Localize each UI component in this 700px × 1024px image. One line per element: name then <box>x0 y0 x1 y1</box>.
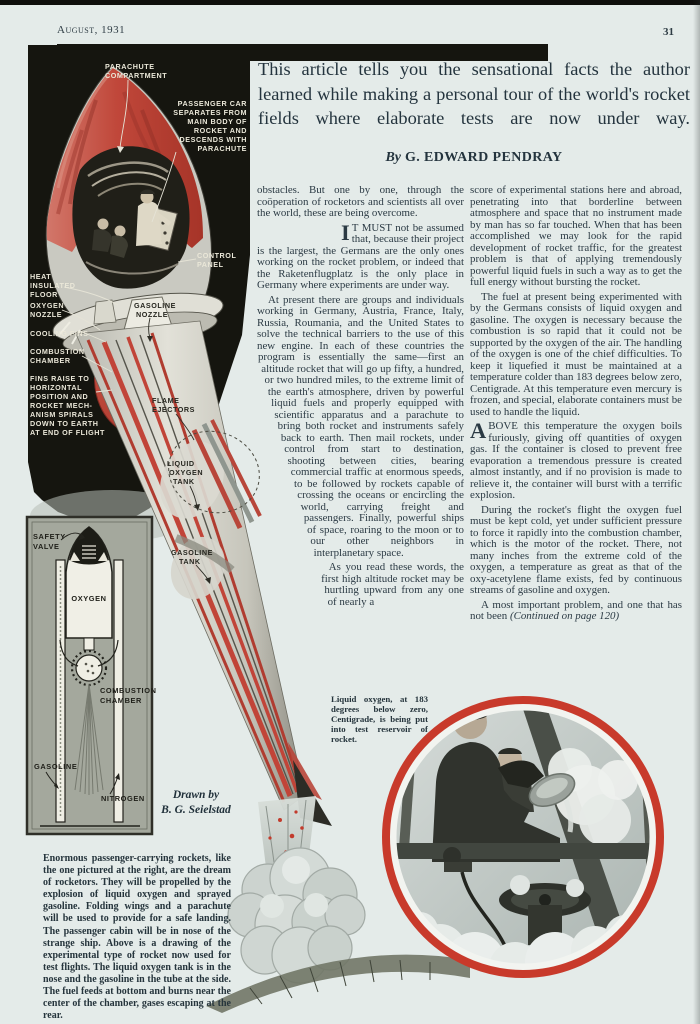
svg-text:CHAMBER: CHAMBER <box>100 696 142 705</box>
label-inset-combustion-chamber: COMBUSTION <box>100 686 157 695</box>
byline-by: By <box>385 150 402 165</box>
svg-text:ROCKET AND: ROCKET AND <box>193 126 247 135</box>
label-oxygen: OXYGEN <box>71 594 107 603</box>
svg-text:ANISM SPIRALS: ANISM SPIRALS <box>30 410 94 419</box>
svg-text:EJECTORS: EJECTORS <box>152 405 196 414</box>
article-deck: This article tells you the sensational facts the author learned while making a personal tour of the world's rocket fields where elaborate tests are now under way. <box>258 59 690 128</box>
label-control-panel: CONTROL <box>197 251 237 260</box>
label-gasoline-tank: GASOLINE <box>171 548 213 557</box>
svg-text:SEPARATES FROM: SEPARATES FROM <box>173 108 247 117</box>
svg-text:OXYGEN: OXYGEN <box>169 468 204 477</box>
paragraph: I T MUST not be assumed that, because their project is the largest, the Germans are the only ones working on the rocket problem, or indeed that the Raketenflugplatz is the only place in Germany where experiments are under way. <box>257 219 464 291</box>
label-fins-raise: FINS RAISE TO <box>30 374 90 383</box>
experimental-rocket-inset <box>27 517 157 834</box>
svg-text:PANEL: PANEL <box>197 260 224 269</box>
label-combustion-chamber: COMBUSTION <box>30 347 85 356</box>
paragraph: During the rocket's flight the oxygen fuel must be kept cold, yet under sufficient pressure to force it rapidly into the combustion chamber, which is the motor of the rocket. There, not many inches from the extreme cold of the oxygen, a temperature as great as that of the oxy-acetylene flame exists, fed by continuous streams of gasoline and oxygen. <box>470 503 682 596</box>
svg-text:ROCKET MECH-: ROCKET MECH- <box>30 401 93 410</box>
label-heat-insulated-floor: HEAT <box>30 272 52 281</box>
svg-text:VALVE: VALVE <box>33 542 60 551</box>
label-cooling-fins: COOLING FINS <box>30 329 89 338</box>
byline-author: G. EDWARD PENDRAY <box>404 150 563 165</box>
svg-text:TANK: TANK <box>173 477 195 486</box>
issue-date: August, 1931 <box>57 24 126 36</box>
svg-text:TANK: TANK <box>179 557 201 566</box>
paragraph: At present there are groups and individuals working in Germany, Austria, France, Italy, Russia, Roumania, and the United States to solve the technical barriers to the use of this new engine. In each of these countries the program is essentially the same—first an altitude rocket that will go up fifty, a hundred, or two hundred miles, to the extreme limit of the earth's atmosphere, driven by powerful liquid fuels and properly equipped with scientific apparatus and a parachute to bring both rocket and instruments safely back to earth. Then mail rockets, under control from start to destination, shooting between cities, bearing commercial traffic at enormous speeds, to be followed by rockets capable of crossing the oceans or encircling the world, carrying freight and passengers. Finally, powerful ships of space, roaring to the moon or to our other neighbors in interplanetary space. <box>257 293 464 559</box>
svg-text:PARACHUTE: PARACHUTE <box>197 144 247 153</box>
label-nitrogen: NITROGEN <box>101 794 145 803</box>
svg-text:NOZZLE: NOZZLE <box>136 310 169 319</box>
page-edge-shadow <box>693 0 700 1024</box>
paragraph: A most important problem, and one that has not been (Continued on page 120) <box>470 598 682 622</box>
svg-text:COMPARTMENT: COMPARTMENT <box>105 71 168 80</box>
dropcap: A <box>470 418 487 443</box>
svg-text:AT END OF FLIGHT: AT END OF FLIGHT <box>30 428 105 437</box>
photo-caption: Liquid oxygen, at 183 degrees below zero, Centigrade, is being put into test reservoir of rocket. <box>331 694 428 744</box>
label-parachute-compartment: PARACHUTE <box>105 62 155 71</box>
svg-text:MAIN BODY OF: MAIN BODY OF <box>187 117 247 126</box>
svg-text:NOZZLE: NOZZLE <box>30 310 63 319</box>
svg-text:DOWN TO EARTH: DOWN TO EARTH <box>30 419 99 428</box>
artist-credit <box>160 789 231 816</box>
svg-text:POSITION AND: POSITION AND <box>30 392 89 401</box>
liquid-oxygen-photo <box>386 700 660 994</box>
article-column-left <box>257 185 464 655</box>
paragraph: As you read these words, the first high altitude rocket may be hurtling upward from any one of nearly a <box>321 561 464 608</box>
paragraph: score of experimental stations here and abroad, penetrating into that borderline between atmosphere and space that no instrument made by man has so far touched. When that has been accomplished we may look for the rapid development of rocket traffic, for the greatest problem is that of applying tremendously powerful liquid fuels in such a way as to get the full energy without bursting the rocket. <box>470 184 682 288</box>
paragraph: ABOVE this temperature the oxygen boils furiously, giving off quantities of oxygen gas. If the container is closed to prevent free evaporation a tremendous pressure is created almost instantly, and if no provision is made to relieve it, the container will burst with a terrific explosion. <box>470 418 682 501</box>
svg-text:HORIZONTAL: HORIZONTAL <box>30 383 83 392</box>
label-flame-ejectors: FLAME <box>152 396 180 405</box>
dropcap: I <box>341 219 350 245</box>
continued-note: (Continued on page 120) <box>509 610 620 622</box>
label-gasoline-nozzle: GASOLINE <box>134 301 176 310</box>
svg-text:CHAMBER: CHAMBER <box>30 356 71 365</box>
article-column-right <box>470 185 682 623</box>
svg-text:DESCENDS WITH: DESCENDS WITH <box>179 135 247 144</box>
svg-text:INSULATED: INSULATED <box>30 281 76 290</box>
label-gasoline: GASOLINE <box>34 762 78 771</box>
illustration-caption: Enormous passenger-carrying rockets, like the one pictured at the right, are the dream of rocketors. They will be propelled by the explosion of liquid oxygen and sprayed gasoline. Folding wings and a parachute will be used to provide for a safe landing. The passenger cabin will be in nose of the strange ship. Above is a drawing of the experimental type of rocket now used for test flights. The liquid oxygen tank is in the nose and the gasoline in the tube at the side. The fuel feeds at bottom and burns near the center of the chamber, gases escaping at the rear. <box>43 853 231 1022</box>
page-number: 31 <box>663 26 674 38</box>
label-liquid-oxygen-tank: LIQUID <box>167 459 195 468</box>
svg-text:B. G. Seielstad: B. G. Seielstad <box>161 804 231 816</box>
label-passenger-car: PASSENGER CAR <box>177 99 247 108</box>
paragraph: The fuel at present being experimented with by the Germans consists of liquid oxygen and gasoline. The oxygen is necessary because the combustion is so rapid that it could not be supported by the oxygen of the air. The handling of the oxygen is one of the chief difficulties. To keep it liquefied it must be maintained at a temperature colder than 183 degrees below zero, Centigrade. At this temperature even mercury is frozen, and special, elaborate containers must be used to handle the liquid. <box>470 290 682 418</box>
label-oxygen-nozzle: OXYGEN <box>30 301 65 310</box>
paragraph: obstacles. But one by one, through the coöperation of rocketors and scientists all over the world, these are being overcome. <box>257 184 464 219</box>
svg-text:FLOOR: FLOOR <box>30 290 58 299</box>
svg-text:Drawn by: Drawn by <box>172 789 220 801</box>
label-safety-valve: SAFETY <box>33 532 66 541</box>
byline <box>258 150 690 166</box>
